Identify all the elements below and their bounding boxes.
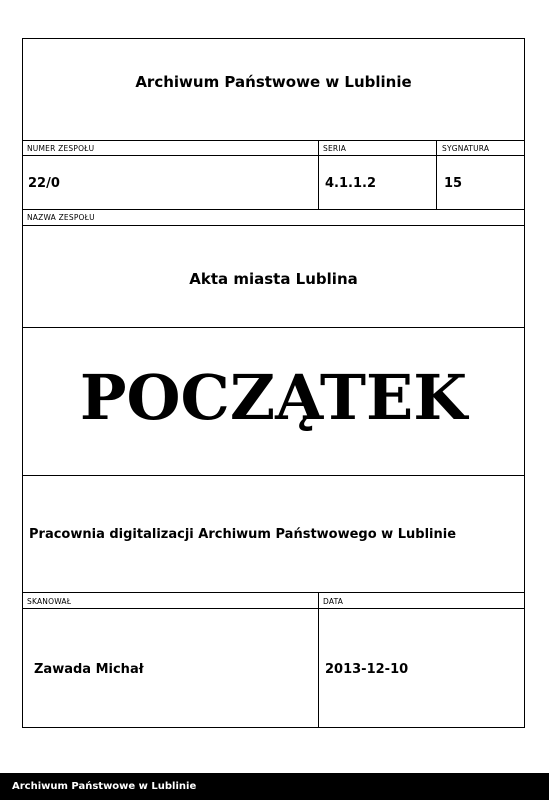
divider	[23, 592, 524, 593]
divider	[23, 209, 524, 210]
sygnatura-value: 15	[444, 176, 463, 191]
footer-bar	[0, 773, 549, 800]
divider	[23, 225, 524, 226]
divider	[23, 475, 524, 476]
divider	[23, 140, 524, 141]
data-label: DATA	[323, 597, 344, 606]
nazwa-zespolu-label: NAZWA ZESPOŁU	[27, 213, 95, 222]
column-divider	[318, 140, 319, 209]
numer-zespolu-label: NUMER ZESPOŁU	[27, 144, 95, 153]
data-value: 2013-12-10	[325, 662, 409, 677]
numer-zespolu-value: 22/0	[28, 176, 60, 191]
archive-title: Archiwum Państwowe w Lublinie	[135, 73, 412, 91]
start-marker: POCZĄTEK	[79, 361, 468, 434]
archive-cover-sheet	[22, 38, 525, 728]
divider	[23, 608, 524, 609]
column-divider	[318, 592, 319, 727]
workshop-text: Pracownia digitalizacji Archiwum Państwowego w Lublinie	[29, 527, 457, 542]
footer-text: Archiwum Państwowe w Lublinie	[12, 781, 197, 792]
sygnatura-label: SYGNATURA	[442, 144, 490, 153]
column-divider	[436, 140, 437, 209]
divider	[23, 327, 524, 328]
nazwa-zespolu-value: Akta miasta Lublina	[189, 270, 358, 288]
divider	[23, 155, 524, 156]
skanowal-label: SKANOWAŁ	[27, 597, 72, 606]
skanowal-value: Zawada Michał	[34, 662, 144, 677]
seria-label: SERIA	[323, 144, 347, 153]
seria-value: 4.1.1.2	[325, 176, 376, 191]
